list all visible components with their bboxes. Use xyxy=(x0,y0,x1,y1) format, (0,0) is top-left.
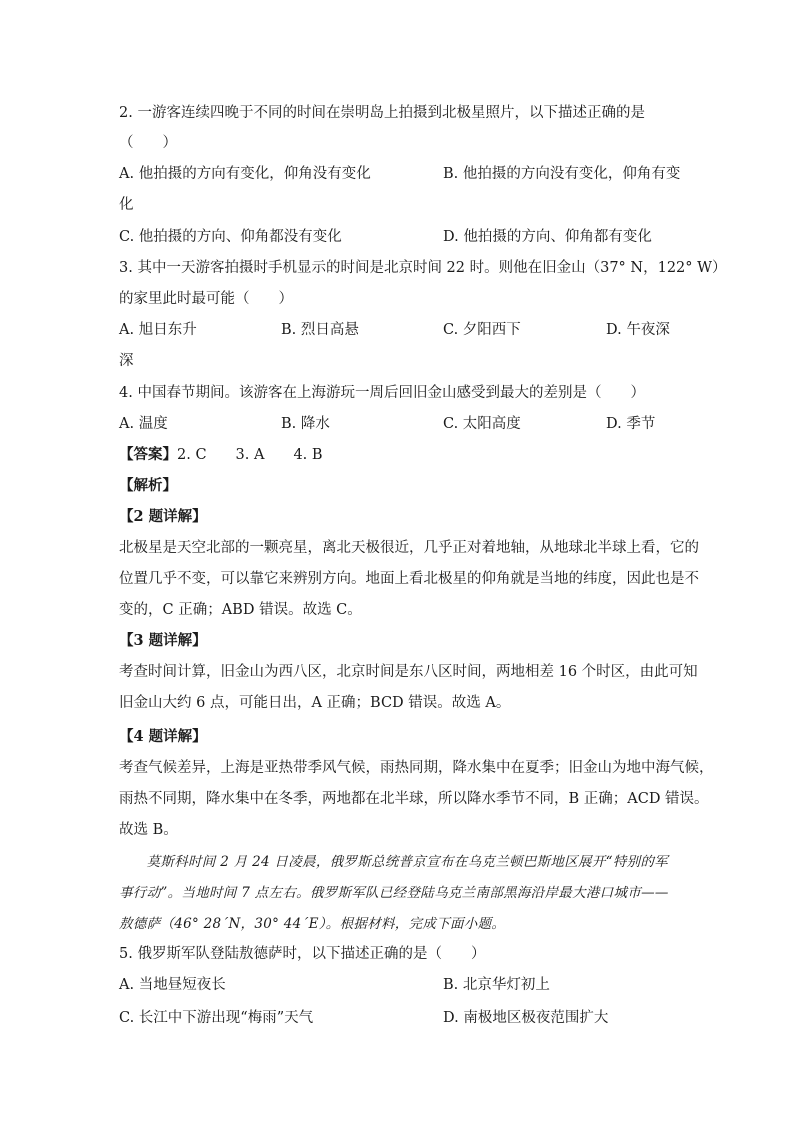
q2-option-c: C. 他拍摄的方向、仰角都没有变化 xyxy=(119,229,342,245)
q2-option-a: A. 他拍摄的方向有变化，仰角没有变化 xyxy=(119,166,371,182)
answer-label: 【答案】 xyxy=(119,446,177,463)
answer-text: 2. C 3. A 4. B xyxy=(177,447,323,463)
q2-option-b: B. 他拍摄的方向没有变化，仰角有变 xyxy=(443,166,681,182)
q5-stem: 5. 俄罗斯军队登陆敖德萨时，以下描述正确的是（ ） xyxy=(119,946,486,962)
detail3-label: 【3 题详解】 xyxy=(119,632,207,649)
q5-option-c: C. 长江中下游出现“梅雨”天气 xyxy=(119,1010,314,1026)
q4-option-a: A. 温度 xyxy=(119,416,168,432)
q3-option-c: C. 夕阳西下 xyxy=(443,322,521,338)
answer-line xyxy=(119,445,323,465)
passage-line2: 事行动”。当地时间 7 点左右。俄罗斯军队已经登陆乌克兰南部黑海沿岸最大港口城市—— xyxy=(119,885,669,901)
detail2-label: 【2 题详解】 xyxy=(119,508,207,525)
detail2-line1: 北极星是天空北部的一颗亮星，离北天极很近，几乎正对着地轴，从地球北半球上看，它的 xyxy=(119,540,699,556)
detail2-line2: 位置几乎不变，可以靠它来辨别方向。地面上看北极星的仰角就是当地的纬度，因此也是不 xyxy=(119,571,699,587)
q2-stem-line1: 2. 一游客连续四晚于不同的时间在崇明岛上拍摄到北极星照片，以下描述正确的是 xyxy=(119,105,645,121)
q2-option-b-wrap: 化 xyxy=(119,197,134,213)
detail2-line3: 变的，C 正确；ABD 错误。故选 C。 xyxy=(119,602,362,618)
q3-stem-line1: 3. 其中一天游客拍摄时手机显示的时间是北京时间 22 时。则他在旧金山（37° N，122° W） xyxy=(119,260,727,276)
q5-option-b: B. 北京华灯初上 xyxy=(443,977,550,993)
q4-option-c: C. 太阳高度 xyxy=(443,416,521,432)
passage-line3: 敖德萨（46° 28´N，30° 44´E）。根据材料，完成下面小题。 xyxy=(119,916,506,932)
q4-option-d: D. 季节 xyxy=(606,416,656,432)
analysis-label: 【解析】 xyxy=(119,477,177,494)
q3-option-b: B. 烈日高悬 xyxy=(281,322,359,338)
q4-stem: 4. 中国春节期间。该游客在上海游玩一周后回旧金山感受到最大的差别是（ ） xyxy=(119,385,645,401)
detail4-line2: 雨热不同期，降水集中在冬季，两地都在北半球，所以降水季节不同，B 正确；ACD 错误。 xyxy=(119,791,709,807)
detail4-line1: 考查气候差异，上海是亚热带季风气候，雨热同期，降水集中在夏季；旧金山为地中海气候， xyxy=(119,760,714,776)
q3-option-d-wrap: 深 xyxy=(119,353,134,369)
q4-option-b: B. 降水 xyxy=(281,416,330,432)
detail3-line1: 考查时间计算，旧金山为西八区，北京时间是东八区时间，两地相差 16 个时区，由此可知 xyxy=(119,664,698,680)
q3-option-a: A. 旭日东升 xyxy=(119,322,197,338)
q5-option-a: A. 当地昼短夜长 xyxy=(119,977,226,993)
detail4-line3: 故选 B。 xyxy=(119,822,178,838)
q3-option-d: D. 午夜深 xyxy=(606,322,670,338)
detail3-line2: 旧金山大约 6 点，可能日出，A 正确；BCD 错误。故选 A。 xyxy=(119,695,511,711)
q2-stem-line2: （ ） xyxy=(119,135,177,151)
q3-stem-line2: 的家里此时最可能（ ） xyxy=(119,291,293,307)
q5-option-d: D. 南极地区极夜范围扩大 xyxy=(443,1010,609,1026)
q2-option-d: D. 他拍摄的方向、仰角都有变化 xyxy=(443,229,652,245)
detail4-label: 【4 题详解】 xyxy=(119,728,207,745)
passage-line1: 莫斯科时间 2 月 24 日凌晨，俄罗斯总统普京宣布在乌克兰顿巴斯地区展开“特别的军 xyxy=(119,854,669,870)
